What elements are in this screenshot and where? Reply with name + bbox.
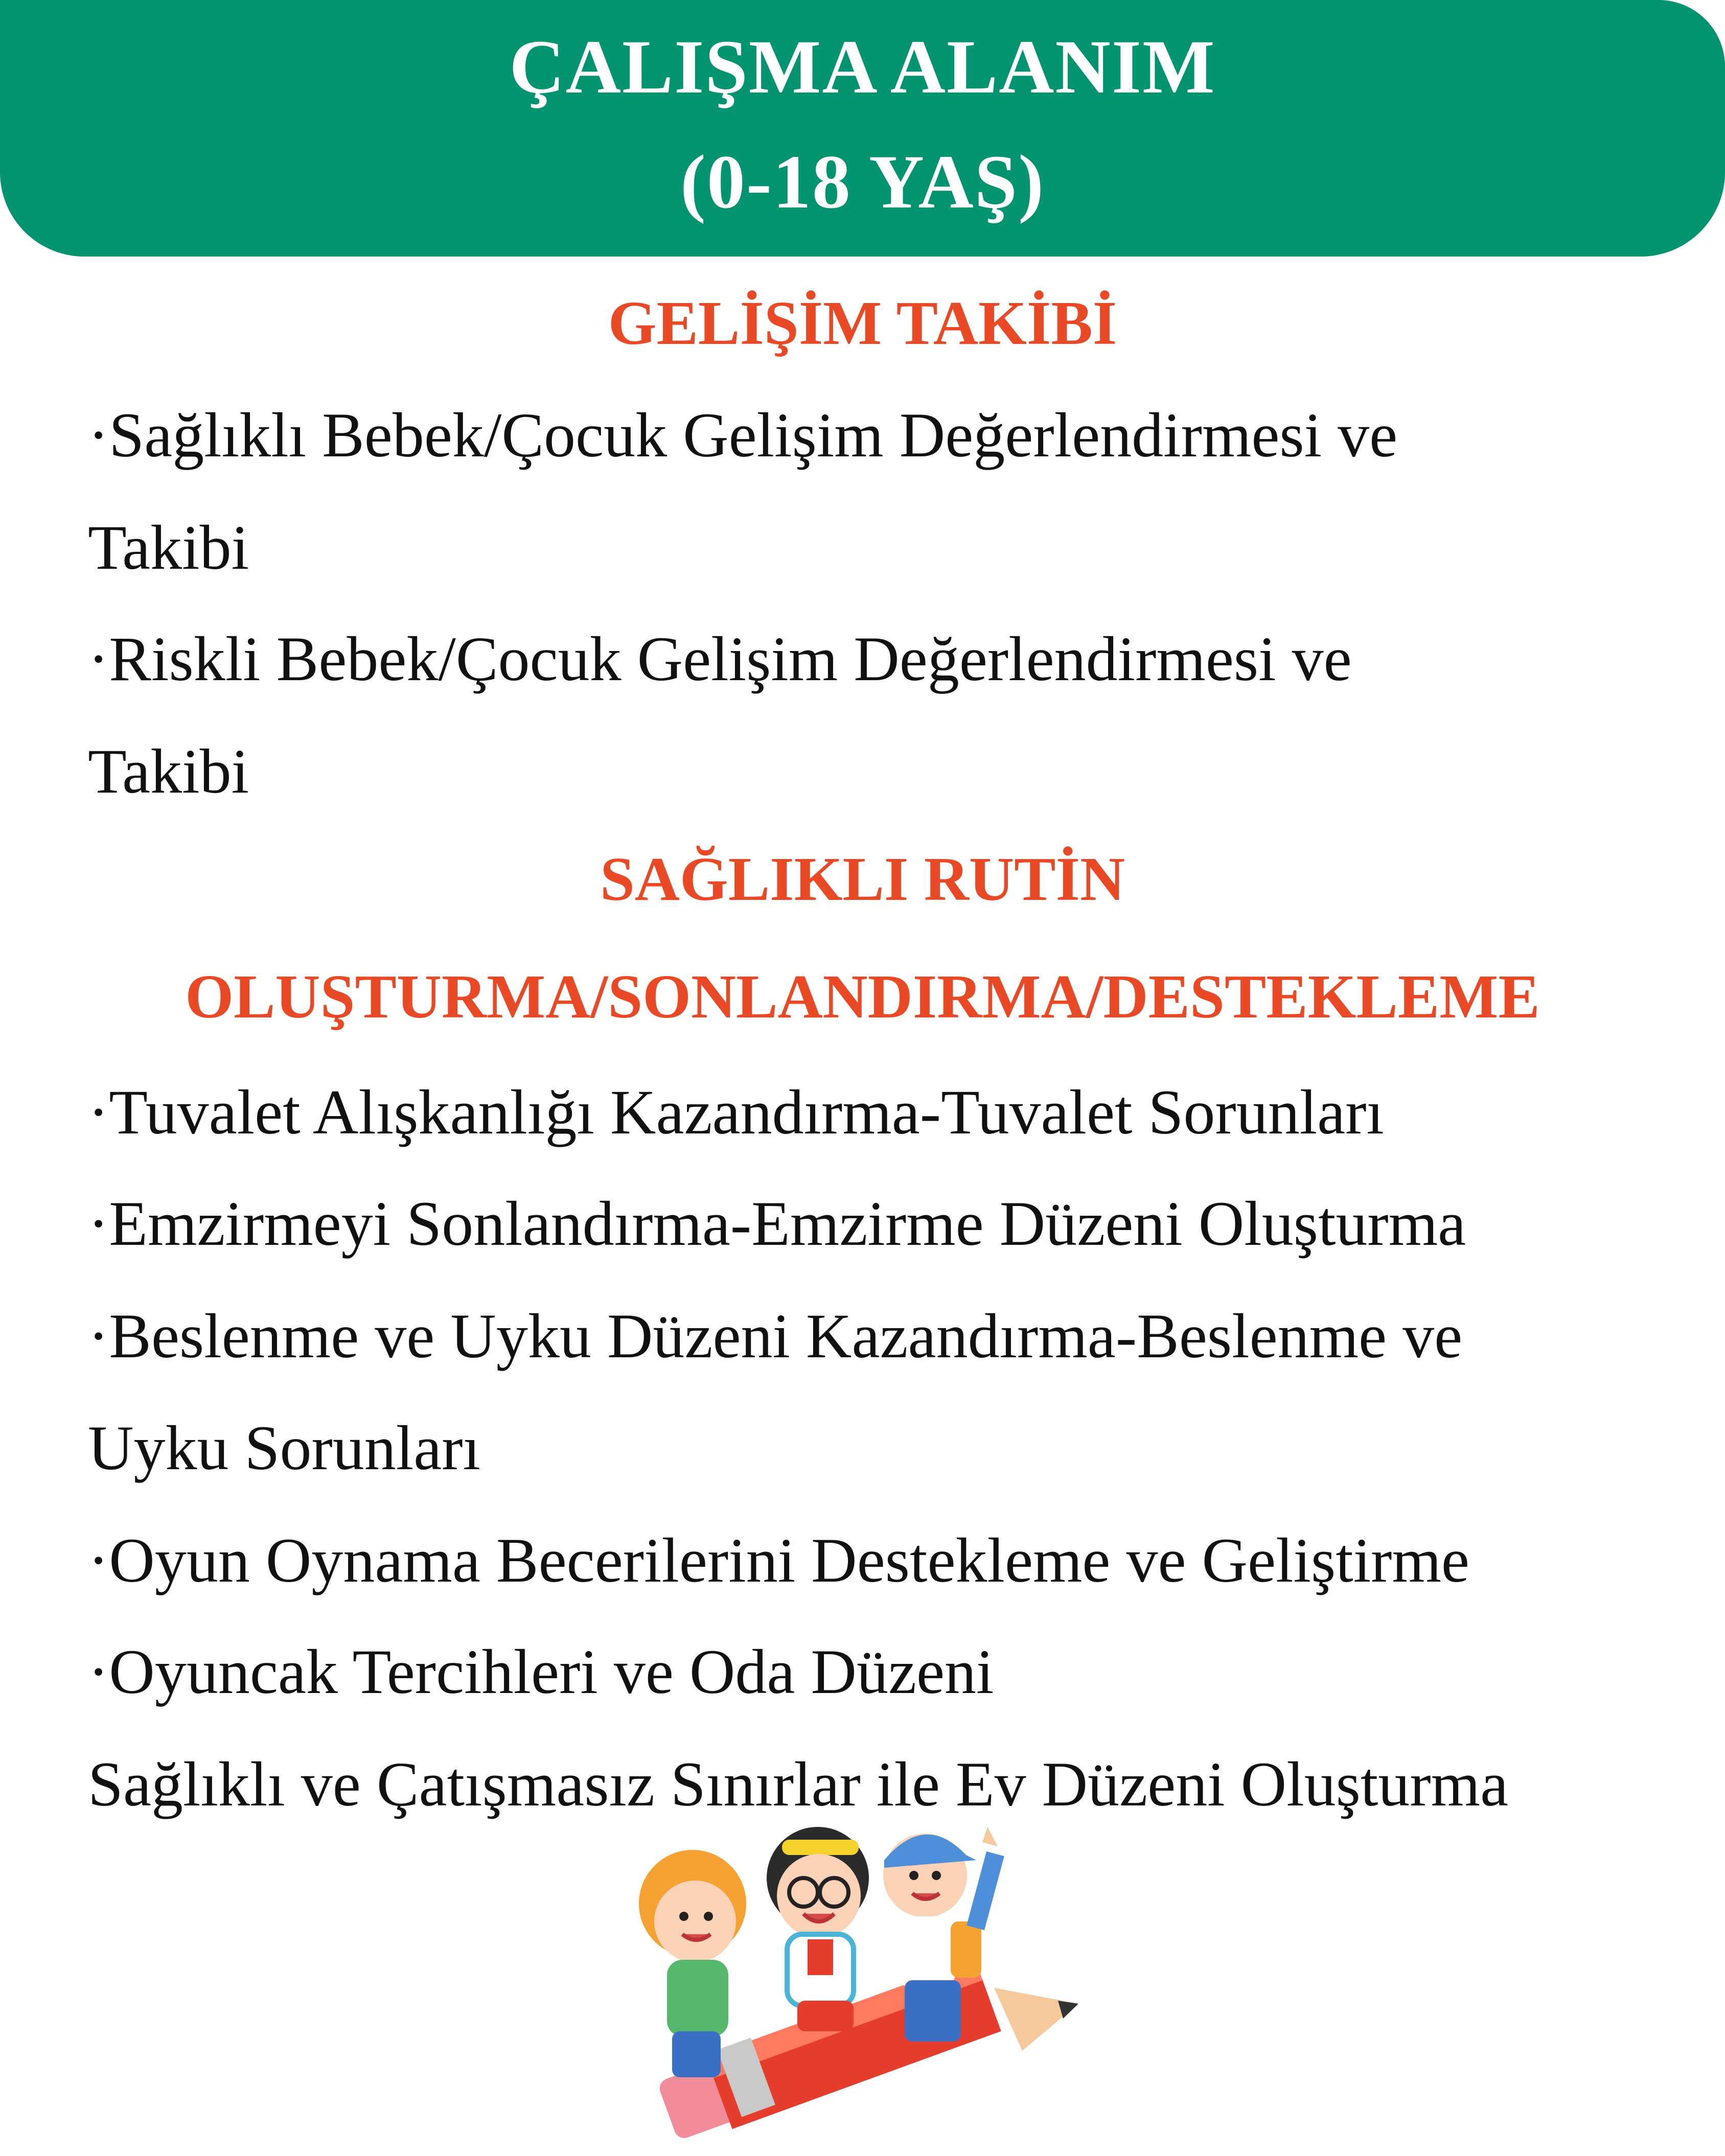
list-item: ·Beslenme ve Uyku Düzeni Kazandırma-Beslenme ve bbox=[88, 1301, 1463, 1371]
header-banner bbox=[0, 0, 1725, 257]
list-item-continuation: Uyku Sorunları bbox=[88, 1413, 481, 1483]
header-subtitle-age-range: (0-18 YAŞ) bbox=[680, 140, 1045, 224]
list-item: ·Oyuncak Tercihleri ve Oda Düzeni bbox=[88, 1637, 994, 1707]
list-item: ·Sağlıklı Bebek/Çocuk Gelişim Değerlendirmesi ve bbox=[88, 400, 1398, 470]
list-item-continuation: Takibi bbox=[88, 513, 249, 583]
list-item: ·Oyun Oynama Becerilerini Destekleme ve Geliştirme bbox=[88, 1525, 1469, 1595]
section-title-saglikli-rutin: SAĞLIKLI RUTİN bbox=[600, 845, 1125, 914]
list-item: ·Riskli Bebek/Çocuk Gelişim Değerlendirmesi ve bbox=[88, 624, 1352, 694]
section-title-gelisim-takibi: GELİŞİM TAKİBİ bbox=[608, 289, 1117, 358]
kids-on-pencil-illustration bbox=[618, 1812, 1109, 2156]
child-figure bbox=[639, 1850, 746, 2077]
list-item: Sağlıklı ve Çatışmasız Sınırlar ile Ev Düzeni Oluşturma bbox=[88, 1749, 1509, 1819]
child-figure bbox=[767, 1827, 869, 2031]
header-title: ÇALIŞMA ALANIM bbox=[509, 25, 1216, 109]
list-item: ·Tuvalet Alışkanlığı Kazandırma-Tuvalet Sorunları bbox=[88, 1077, 1384, 1147]
section-title-olusturma: OLUŞTURMA/SONLANDIRMA/DESTEKLEME bbox=[185, 962, 1540, 1031]
list-item-continuation: Takibi bbox=[88, 736, 249, 806]
list-item: ·Emzirmeyi Sonlandırma-Emzirme Düzeni Oluşturma bbox=[88, 1189, 1466, 1259]
